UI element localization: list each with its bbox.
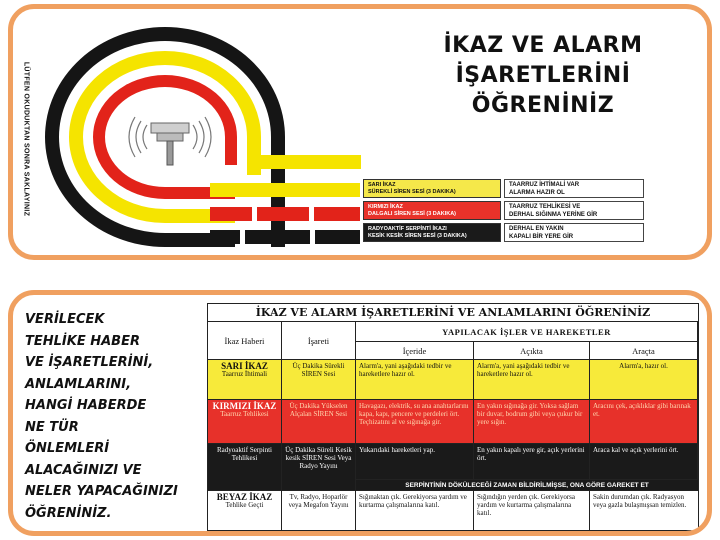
siren-body bbox=[157, 133, 183, 141]
row-yellow-aracta: Alarm'a, hazır ol. bbox=[590, 360, 698, 400]
siren-pole bbox=[167, 141, 173, 165]
yellow-lower-stripe bbox=[210, 183, 360, 197]
signal-label: KIRMIZI İKAZ DALGALI SİREN SESİ (3 DAKIKA) bbox=[363, 201, 501, 220]
row-yellow-haber: SARI İKAZ Taarruz İhtimali bbox=[208, 360, 282, 400]
signal-row-red bbox=[363, 201, 644, 220]
serpinti-banner: SERPİNTİNİN DÖKÜLECEĞİ ZAMAN BİLDİRİLMİŞSE, ONA GÖRE GAREKET ET bbox=[356, 480, 698, 491]
intro-text: VERİLECEK TEHLİKE HABER VE İŞARETLERİNİ, ANLAMLARINI, HANGİ HABERDE NE TÜR ÖNLEMLERİ ALACAĞINIZI VE NELER YAPACAĞINIZI ÖĞRENİNİZ. bbox=[25, 312, 178, 521]
red-stripe-a bbox=[210, 207, 252, 221]
signal-label: RADYOAKTİF SERPİNTİ İKAZI KESİK KESİK SİREN SESİ (3 DAKIKA) bbox=[363, 223, 501, 242]
page-title: İKAZ VE ALARM İŞARETLERİNİ ÖĞRENİNİZ bbox=[443, 33, 643, 118]
actions-table bbox=[207, 303, 699, 531]
black-stripe-c bbox=[280, 230, 310, 244]
yellow-stripe bbox=[261, 155, 361, 169]
signal-row-yellow bbox=[363, 179, 644, 198]
black-stripe-d bbox=[315, 230, 360, 244]
table-title: İKAZ VE ALARM İŞARETLERİNİ VE ANLAMLARINI ÖĞRENİNİZ bbox=[208, 304, 698, 322]
signal-meaning: TAARRUZ İHTİMALİ VAR ALARMA HAZIR OL bbox=[504, 179, 644, 198]
row-red-isaret: Üç Dakika Yükselen Alçalan SİREN Sesi bbox=[282, 400, 356, 444]
red-stripe-b bbox=[257, 207, 309, 221]
row-yellow-isaret: Üç Dakika Sürekli SİREN Sesi bbox=[282, 360, 356, 400]
row-black-haber: Radyoaktif Serpinti Tehlikesi bbox=[208, 444, 282, 491]
row-white-aracta: Sakin durumdan çık. Radyasyon veya gazla bulaşmışsan temizlen. bbox=[590, 491, 698, 530]
signal-row-black bbox=[363, 223, 644, 242]
row-red-haber: KIRMIZI İKAZ Taarruz Tehlikesi bbox=[208, 400, 282, 444]
row-yellow-acikta: Alarm'a, yani aşağıdaki tedbir ve hareketlere hazır ol. bbox=[474, 360, 590, 400]
black-stripe-a bbox=[210, 230, 240, 244]
row-black-aracta: Araca kal ve açık yerlerini ört. bbox=[590, 444, 698, 480]
siren-top bbox=[151, 123, 189, 133]
row-yellow-iceride: Alarm'a, yani aşağıdaki tedbir ve hareketlere hazır ol. bbox=[356, 360, 474, 400]
header-aracta: Araçta bbox=[590, 342, 698, 360]
alarm-actions-card bbox=[8, 290, 712, 536]
header-iceride: İçeride bbox=[356, 342, 474, 360]
row-red-aracta: Aracını çek, açıklıklar gibi barınak et. bbox=[590, 400, 698, 444]
row-red-acikta: En yakın sığınağa gir. Yoksa sağlam bir duvar, bodrum gibi veya çukur bir yere sığın. bbox=[474, 400, 590, 444]
siren-arc-illustration bbox=[35, 15, 375, 255]
signal-meaning: TAARRUZ TEHLİKESİ VE DERHAL SIĞINMA YERİNE GİR bbox=[504, 201, 644, 220]
row-black-isaret: Üç Dakika Süreli Kesik kesik SİREN Sesi Veya Radyo Yayını bbox=[282, 444, 356, 491]
alarm-signals-card bbox=[8, 4, 712, 260]
signal-meaning: DERHAL EN YAKIN KAPALI BİR YERE GİR bbox=[504, 223, 644, 242]
keep-after-reading-note: LÜTFEN OKUDUKTAN SONRA SAKLAYINIZ bbox=[22, 61, 30, 217]
row-red-iceride: Havagazı, elektrik, su ana anahtarlarını kapa, kapı, pencere ve perdeleri ört. Teçhizatını al ve sığınağa gir. bbox=[356, 400, 474, 444]
header-actions-group: YAPILACAK İŞLER VE HAREKETLER bbox=[356, 322, 698, 342]
red-stripe-c bbox=[314, 207, 360, 221]
row-black-iceride: Yukarıdaki hareketleri yap. bbox=[356, 444, 474, 480]
row-white-iceride: Sığınaktan çık. Gerekiyorsa yardım ve kurtarma çalışmalarına katıl. bbox=[356, 491, 474, 530]
signal-label: SARI İKAZ SÜREKLİ SİREN SESİ (3 DAKIKA) bbox=[363, 179, 501, 198]
black-stripe-b bbox=[245, 230, 275, 244]
row-white-haber: BEYAZ İKAZ Tehlike Geçti bbox=[208, 491, 282, 530]
header-acikta: Açıkta bbox=[474, 342, 590, 360]
row-white-isaret: Tv, Radyo, Hoparlör veya Megafon Yayını bbox=[282, 491, 356, 530]
row-white-acikta: Sığındığın yerden çık. Gerekiyorsa yardım ve kurtarma çalışmalarına katıl. bbox=[474, 491, 590, 530]
header-ikaz-haberi: İkaz Haberi bbox=[208, 322, 282, 360]
header-isareti: İşareti bbox=[282, 322, 356, 360]
row-black-acikta: En yakın kapalı yere gir, açık yerlerini ört. bbox=[474, 444, 590, 480]
